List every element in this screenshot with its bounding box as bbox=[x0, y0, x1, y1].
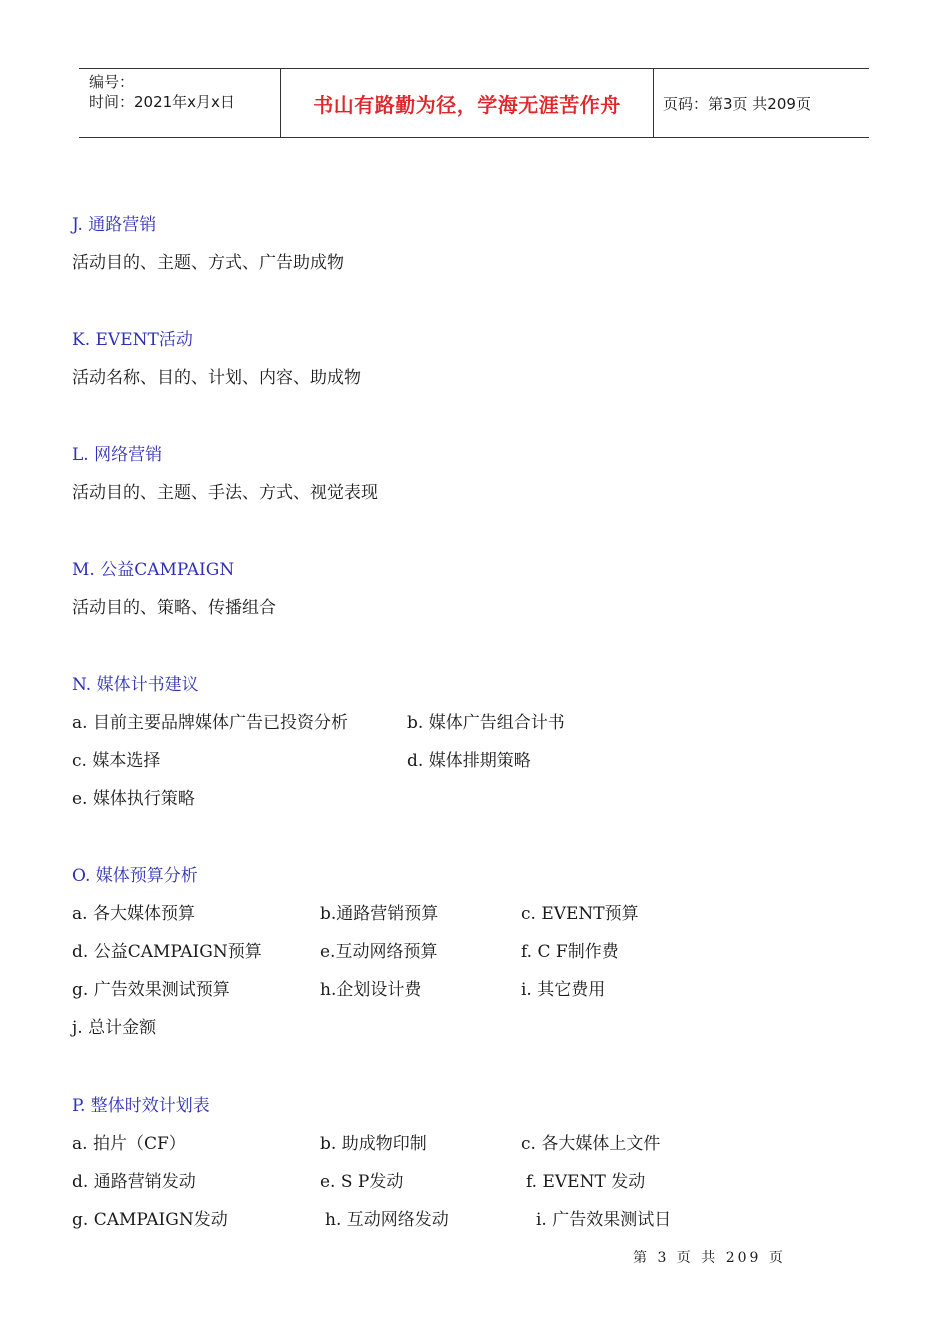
list-item: j. 总计金额 bbox=[72, 1018, 157, 1038]
section-heading: O. 媒体预算分析 bbox=[72, 866, 198, 886]
list-item: g. CAMPAIGN发动 bbox=[72, 1210, 228, 1230]
list-item: f. EVENT 发动 bbox=[526, 1172, 646, 1192]
section-heading: M. 公益CAMPAIGN bbox=[72, 560, 235, 580]
list-item: h. 互动网络发动 bbox=[325, 1210, 449, 1230]
section-content: 活动名称、目的、计划、内容、助成物 bbox=[72, 368, 361, 388]
list-item: c. EVENT预算 bbox=[521, 904, 639, 924]
list-row bbox=[72, 1169, 872, 1195]
list-item: d. 公益CAMPAIGN预算 bbox=[72, 942, 262, 962]
section-p bbox=[72, 1093, 872, 1233]
list-item: b. 助成物印制 bbox=[320, 1134, 427, 1154]
section-o bbox=[72, 863, 872, 1041]
list-row bbox=[72, 786, 872, 812]
list-item: h.企划设计费 bbox=[320, 980, 422, 1000]
section-heading: N. 媒体计书建议 bbox=[72, 675, 199, 695]
list-row bbox=[72, 1207, 872, 1233]
section-k bbox=[72, 327, 872, 391]
list-item: c. 各大媒体上文件 bbox=[521, 1134, 661, 1154]
list-row bbox=[72, 901, 872, 927]
header-page-info: 页码：第3页 共209页 bbox=[663, 94, 811, 113]
section-content: 活动目的、主题、手法、方式、视觉表现 bbox=[72, 483, 378, 503]
section-l bbox=[72, 442, 872, 506]
section-heading: L. 网络营销 bbox=[72, 445, 163, 465]
list-item: i. 广告效果测试日 bbox=[536, 1210, 672, 1230]
list-item: d. 媒体排期策略 bbox=[407, 751, 531, 771]
section-j bbox=[72, 212, 872, 276]
header-motto: 书山有路勤为径，学海无涯苦作舟 bbox=[313, 92, 621, 117]
list-item: a. 拍片（CF） bbox=[72, 1134, 186, 1154]
list-row bbox=[72, 710, 872, 736]
section-m bbox=[72, 557, 872, 621]
list-row bbox=[72, 977, 872, 1003]
list-row bbox=[72, 748, 872, 774]
list-item: e. 媒体执行策略 bbox=[72, 789, 195, 809]
section-heading: P. 整体时效计划表 bbox=[72, 1096, 210, 1116]
list-item: b. 媒体广告组合计书 bbox=[407, 713, 565, 733]
page-footer: 第 3 页 共 209 页 bbox=[633, 1250, 786, 1266]
list-item: e.互动网络预算 bbox=[320, 942, 438, 962]
list-item: i. 其它费用 bbox=[521, 980, 606, 1000]
section-heading: K. EVENT活动 bbox=[72, 330, 193, 350]
header-page-cell bbox=[654, 69, 869, 137]
list-item: b.通路营销预算 bbox=[320, 904, 439, 924]
list-row bbox=[72, 1131, 872, 1157]
header-motto-cell bbox=[281, 69, 654, 137]
header-time: 时间：2021年x月x日 bbox=[89, 93, 235, 111]
list-item: f. C F制作费 bbox=[521, 942, 619, 962]
list-item: a. 各大媒体预算 bbox=[72, 904, 195, 924]
header-number: 编号： bbox=[89, 73, 135, 91]
section-content: 活动目的、主题、方式、广告助成物 bbox=[72, 253, 344, 273]
list-item: a. 目前主要品牌媒体广告已投资分析 bbox=[72, 713, 348, 733]
document-header bbox=[79, 68, 869, 138]
section-n bbox=[72, 672, 872, 812]
header-meta bbox=[79, 69, 281, 137]
section-heading: J. 通路营销 bbox=[72, 215, 157, 235]
list-item: c. 媒本选择 bbox=[72, 751, 161, 771]
list-item: g. 广告效果测试预算 bbox=[72, 980, 230, 1000]
list-item: e. S P发动 bbox=[320, 1172, 404, 1192]
list-item: d. 通路营销发动 bbox=[72, 1172, 196, 1192]
list-row bbox=[72, 939, 872, 965]
list-row bbox=[72, 1015, 872, 1041]
section-content: 活动目的、策略、传播组合 bbox=[72, 598, 276, 618]
